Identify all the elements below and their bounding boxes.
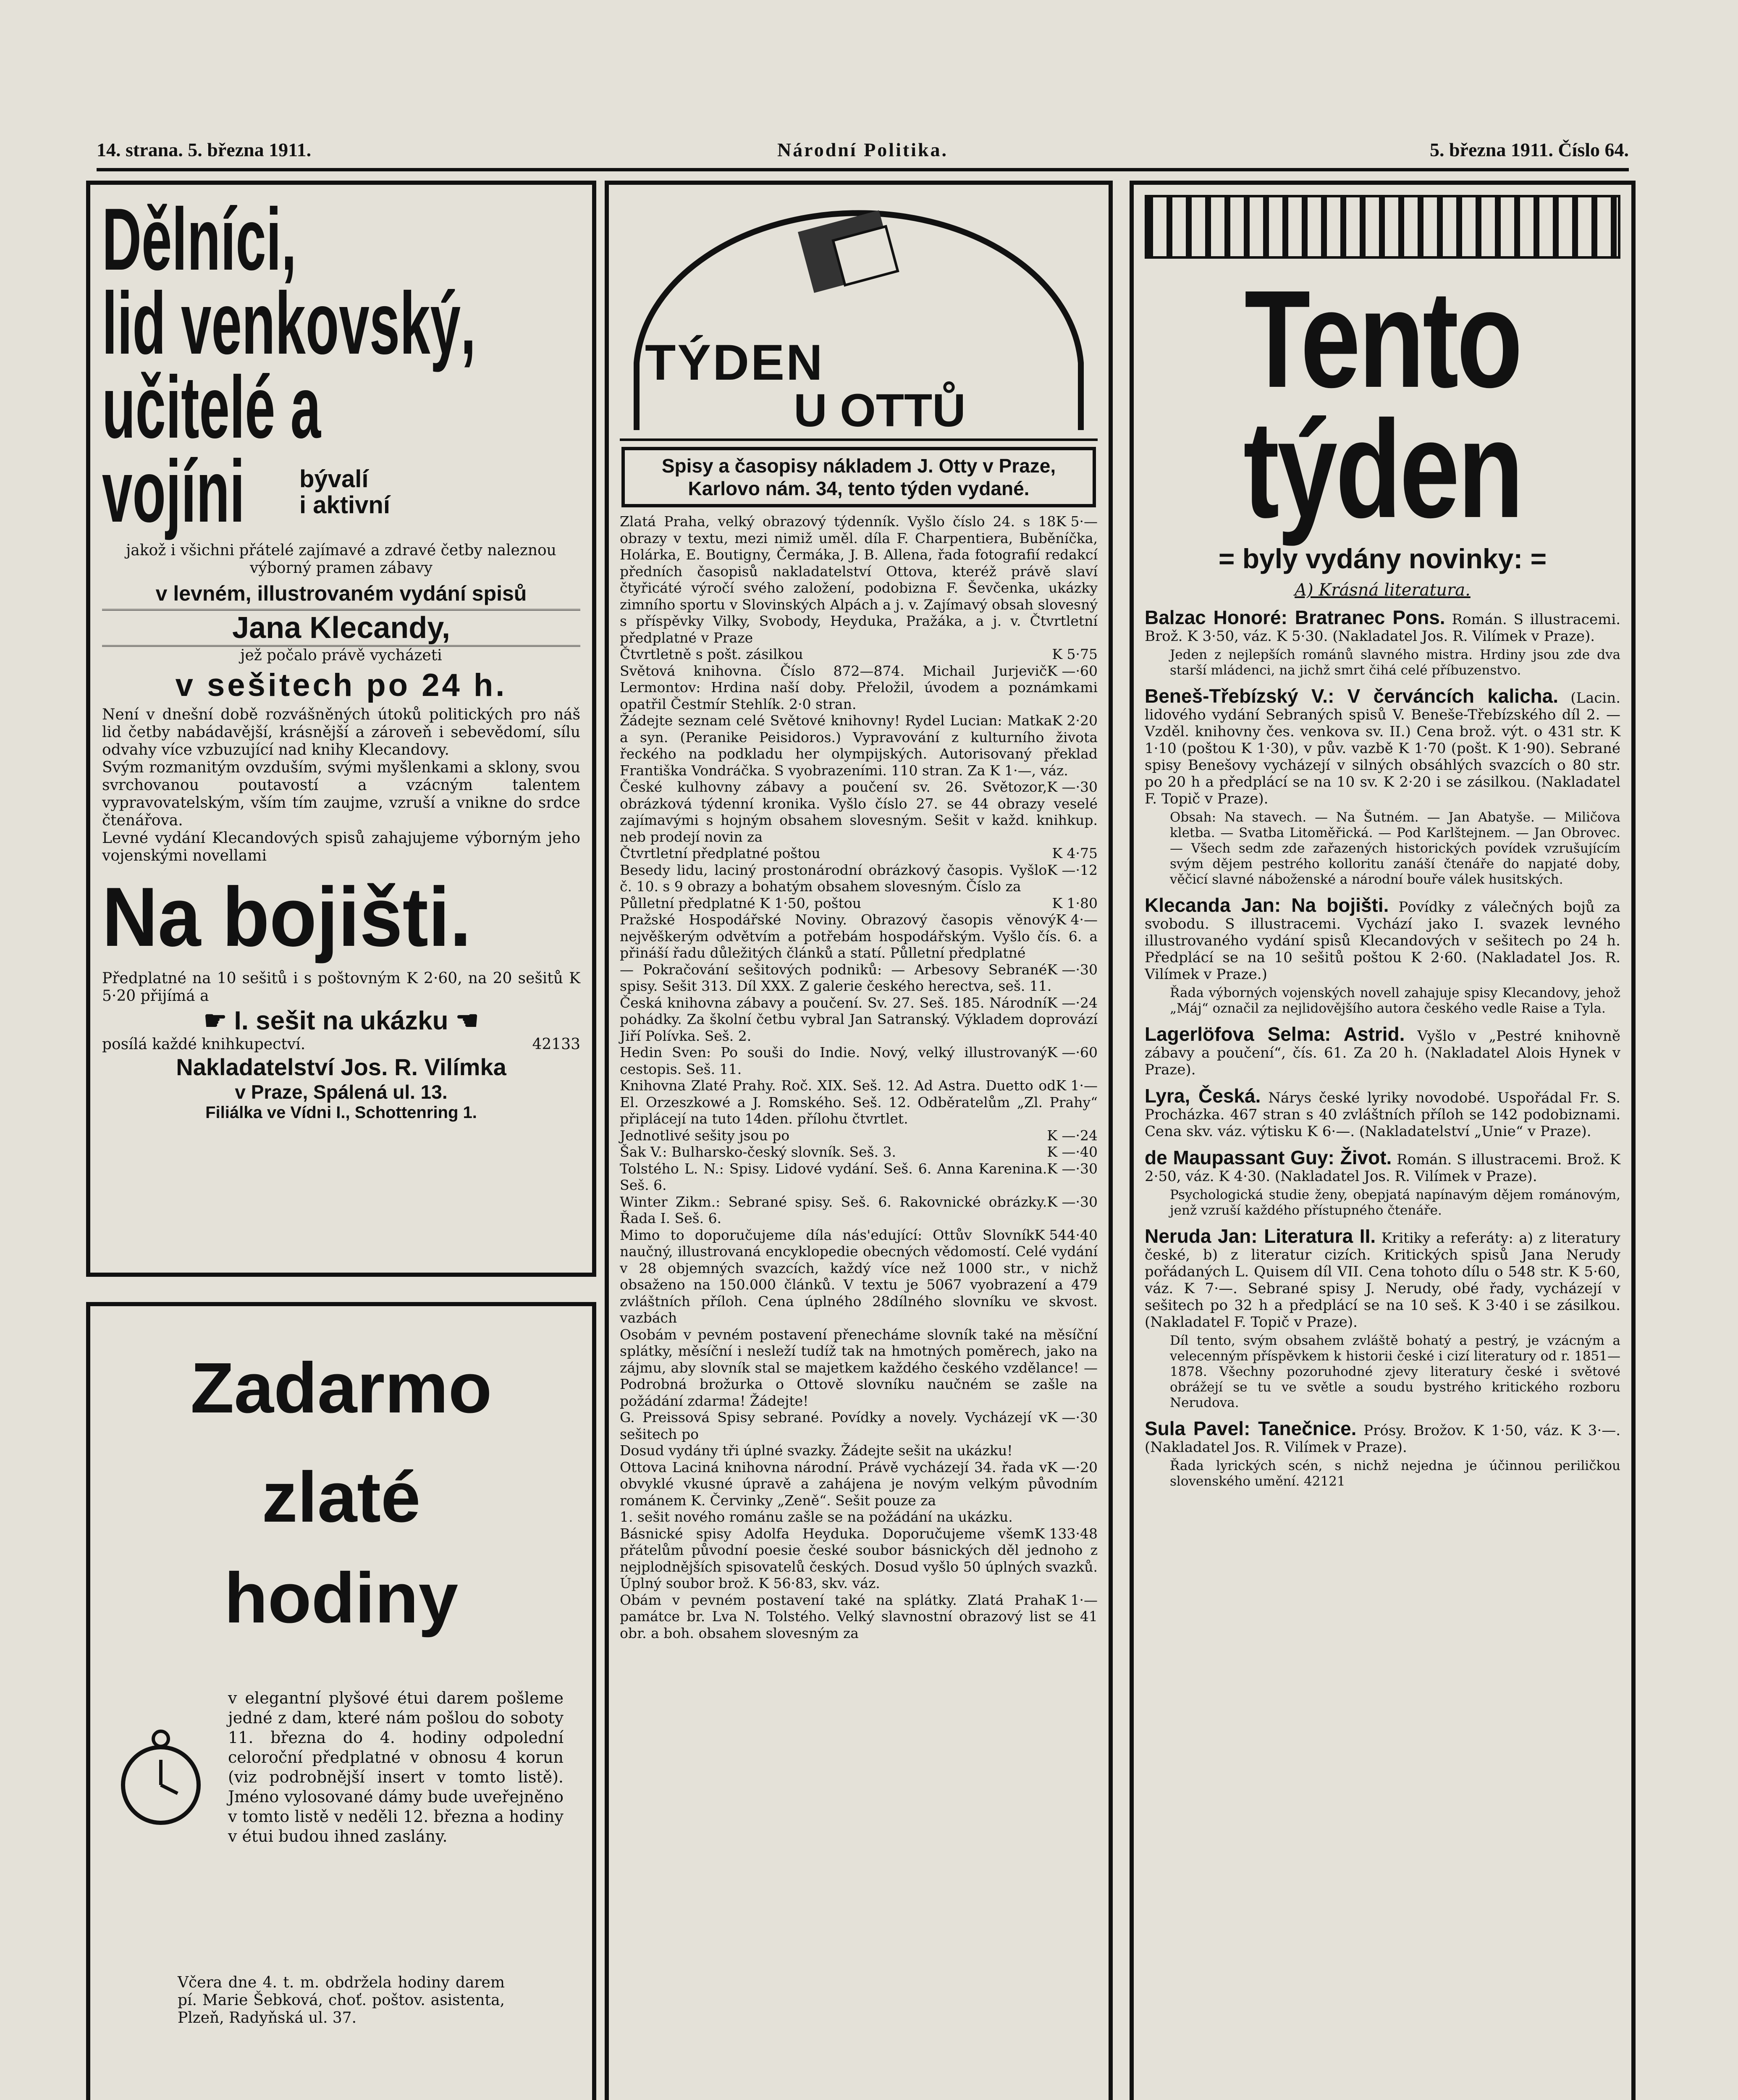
item-price: K —·60 bbox=[1047, 1044, 1098, 1060]
item-text: Osobám v pevném postavení přenecháme slovník také na měsíční splátky, měsíční i nesleží tudíž tak na hmotných poměrech, jako na zájmu, aby slovník stal se majetkem každého českého vzdělance! — Podrobná brožurka o Ottově slovníku naučném se zašle na požádání zdarma! Žádejte! bbox=[620, 1326, 1098, 1409]
section-heading: A) Krásná literatura. bbox=[1295, 580, 1471, 600]
author-name: Jana Klecandy, bbox=[102, 609, 580, 647]
item-price: K —·30 bbox=[1047, 1409, 1098, 1425]
zadarmo-title: hodiny bbox=[224, 1558, 459, 1638]
entry-heading: Neruda Jan: Literatura II. bbox=[1145, 1225, 1376, 1247]
item-price: K 1·80 bbox=[1052, 895, 1098, 911]
item-text: Obám v pevném postavení také na splátky. Zlatá Praha památce br. Lva N. Tolstého. Velký slavnostní obrazový list se 41 obr. a boh. obsahem slovesným za bbox=[620, 1591, 1098, 1641]
item-text: Žádejte seznam celé Světové knihovny! Rydel Lucian: Matka a syn. (Peranike Peisidoros.) Vypravování z kulturního života řeckého na podkladu her olympijských. Autorisovaný překlad Františka Vondráčka. S vyobrazeními. 110 stran. Za K 1·—, váz. bbox=[620, 712, 1098, 779]
item-price: K —·30 bbox=[1047, 1193, 1098, 1210]
item-price: K —·60 bbox=[1047, 662, 1098, 679]
vojini-row bbox=[102, 442, 580, 541]
item-price: K —·20 bbox=[1047, 1459, 1098, 1475]
levnem-line: v levném, illustrovaném vydání spisů bbox=[155, 582, 527, 605]
list-item bbox=[620, 1409, 1098, 1442]
pointing-hand-icon: ☚ bbox=[448, 1006, 479, 1035]
item-text: Besedy lidu, laciný prostonárodní obrázkový časopis. Vyšlo č. 10. s 9 obrazy a bohatým obsahem slovesným. Číslo za bbox=[620, 861, 1047, 895]
posila-line bbox=[102, 1036, 580, 1053]
entry-text: (Lacin. lidového vydání Sebraných spisů V. Beneše-Třebízského díl 2. — Vzděl. knihovny čes. venkova sv. II.) Cena brož. výt. o 431 str. K 1·10 (poštou K 1·30), v pův. vazbě K 1·70 (pošt. K 1·90). Sebrané spisy Benešovy vycházejí v silných obsáhlých svazcích o 80 str. po 20 h a předplácí se na 10 sv. K 2·20 i se zásilkou. (Nakladatel F. Topič v Praze). bbox=[1145, 690, 1620, 807]
u-ottu-title: U OTTŮ bbox=[794, 385, 966, 436]
tento-title: Tento bbox=[1244, 261, 1521, 416]
entry-heading: Klecanda Jan: Na bojišti. bbox=[1145, 894, 1389, 916]
sesitech-line: v sešitech po 24 h. bbox=[175, 667, 507, 703]
list-item bbox=[620, 1459, 1098, 1509]
list-item bbox=[1145, 1149, 1620, 1218]
item-text: — Pokračování sešitových podniků: — Arbesovy Sebrané spisy. Sešit 313. Díl XXX. Z galerie českého herectva, seš. 11. bbox=[620, 961, 1052, 994]
entry-text: Román. S illustracemi. Brož. K 3·50, váz. K 5·30. (Nakladatel Jos. R. Vilímek v Praze). bbox=[1145, 611, 1621, 645]
item-text: Dosud vydány tři úplné svazky. Žádejte sešit na ukázku! bbox=[620, 1442, 1013, 1459]
item-text: Winter Zikm.: Sebrané spisy. Seš. 6. Rakovnické obrázky. Řada I. Seš. 6. bbox=[620, 1193, 1047, 1226]
headline-line: Dělníci, bbox=[102, 190, 297, 289]
item-text: Pražské Hospodářské Noviny. Obrazový časopis věnový nejvěškerým odvětvím a potřebám hospodářským. Vyšlo čís. 6. a přináší řadu důležitých článků a statí. Půlletní předplatné bbox=[620, 911, 1098, 961]
item-price: K 4·— bbox=[1056, 911, 1098, 928]
headline-line: lid venkovský, bbox=[102, 274, 476, 373]
item-text: Básnické spisy Adolfa Heyduka. Doporučujeme všem přátelům původní poesie české soubor básnických děl jednoho z nejplodnějších spisovatelů českých. Dosud vyšlo 50 úplných svazků. Úplný soubor brož. K 56·83, skv. váz. bbox=[620, 1525, 1098, 1591]
item-text: Česká knihovna zábavy a poučení. Sv. 27. Seš. 185. Národní pohádky. Za školní četbu vybral Jan Satranský. Výkladem doprovází Jiří Polívka. Seš. 2. bbox=[620, 994, 1098, 1044]
publisher-branch: Filiálka ve Vídni I., Schottenring 1. bbox=[205, 1103, 477, 1122]
list-item bbox=[620, 1144, 1098, 1160]
item-text: Ottova Laciná knihovna národní. Právě vycházejí 34. řada v obvyklé vkusné úpravě a zahájena je novým velkým původním románem K. Červinky „Zeně“. Sešit pouze za bbox=[620, 1459, 1098, 1509]
pointing-hand-icon: ☛ bbox=[203, 1006, 234, 1035]
list-item bbox=[620, 1227, 1098, 1326]
item-price: K 1·— bbox=[1056, 1077, 1098, 1094]
entry-heading: Lyra, Česká. bbox=[1145, 1085, 1261, 1107]
list-item bbox=[620, 1326, 1098, 1410]
paragraph: Levné vydání Klecandových spisů zahajujeme výborným jeho vojenskými novellami bbox=[102, 830, 580, 864]
entry-heading: Sula Pavel: Tanečnice. bbox=[1145, 1418, 1357, 1439]
ukazka-line bbox=[102, 1005, 580, 1036]
predplatne-text: Předplatné na 10 sešitů i s poštovným K 2·60, na 20 sešitů K 5·20 přijímá a bbox=[102, 970, 580, 1005]
item-price: K 133·48 bbox=[1034, 1525, 1098, 1542]
header-rule bbox=[97, 168, 1629, 171]
item-text: G. Preissová Spisy sebrané. Povídky a novely. Vycházejí v sešitech po bbox=[620, 1409, 1047, 1442]
publisher-address: v Praze, Spálená ul. 13. bbox=[235, 1081, 448, 1103]
item-text: Světová knihovna. Číslo 872—874. Michail Jurjevič Lermontov: Hrdina naší doby. Přeložil, úvodem a poznámkami opatřil Čestmír Stehlík. 2·0 stran. bbox=[620, 662, 1098, 712]
pocalo-line: jež počalo právě vycházeti bbox=[240, 647, 442, 664]
vcera-text: Včera dne 4. t. m. obdržela hodiny darem pí. Marie Šebková, choť. poštov. asistenta, Plzeň, Radyňská ul. 37. bbox=[178, 1974, 505, 2026]
item-text: Jednotlivé sešity jsou po bbox=[620, 1127, 790, 1144]
list-item bbox=[1145, 1420, 1620, 1489]
entry-note: Řada výborných vojenských novell zahajuje spisy Klecandovy, jehož „Máj“ označil za nejlidovějšího autora českého vedle Raise a Tyla. bbox=[1170, 985, 1620, 1016]
entry-note: Psychologická studie ženy, obepjatá napínavým dějem románovým, jenž vzruší každého přístupného čtenáře. bbox=[1170, 1187, 1620, 1218]
item-text: Čtvrtletně s pošt. zásilkou bbox=[620, 646, 803, 662]
page-header bbox=[97, 139, 1629, 168]
watch-block bbox=[102, 1688, 580, 1924]
paragraph: Není v dnešní době rozvášněných útoků politických pro náš lid četby nabádavější, krásnější a zároveň i sebevědomí, sílu odvahy více vzbuzující nad knihy Klecandovy. bbox=[102, 706, 580, 759]
tyden-u-ottu-header bbox=[620, 195, 1098, 441]
list-item bbox=[620, 1077, 1098, 1127]
item-text: Čtvrtletní předplatné poštou bbox=[620, 845, 821, 861]
list-item bbox=[1145, 894, 1620, 1016]
zadarmo-text: v elegantní plyšové étui darem pošleme jedné z dam, které nám pošlou do soboty 11. března do 4. hodiny odpolední celoroční předplatné v obnosu 4 korun (viz podrobnější insert v tomto listě). Jméno vylosované dámy bude uveřejněno v tomto listě v neděli 12. března a hodiny v étui budou ihned zaslány. bbox=[228, 1689, 564, 1845]
list-item bbox=[1145, 1225, 1620, 1411]
item-price: K 4·75 bbox=[1052, 845, 1098, 861]
item-price: K —·12 bbox=[1047, 861, 1098, 878]
item-price: K 5·— bbox=[1056, 513, 1098, 530]
entry-heading: de Maupassant Guy: Život. bbox=[1145, 1147, 1392, 1168]
headline-line: vojíni bbox=[102, 442, 245, 541]
list-item bbox=[620, 1525, 1098, 1592]
list-item bbox=[620, 1044, 1098, 1077]
byvali-label: bývalí bbox=[299, 465, 369, 493]
entry-note: Řada lyrických scén, s nichž nejedna je účinnou periličkou slovenského umění. 42121 bbox=[1170, 1458, 1620, 1489]
list-item bbox=[1145, 1087, 1620, 1140]
otto-advert bbox=[605, 181, 1113, 2100]
item-price: K —·24 bbox=[1047, 1127, 1098, 1144]
list-item bbox=[620, 862, 1098, 895]
item-text: 1. sešit nového románu zašle se na požádání na ukázku. bbox=[620, 1509, 1013, 1525]
entry-heading: Balzac Honoré: Bratranec Pons. bbox=[1145, 606, 1445, 628]
list-item bbox=[620, 911, 1098, 961]
byvali-aktivni bbox=[299, 466, 390, 518]
entry-text: Vyšlo v „Pestré knihovně zábavy a poučení“, čís. 61. Za 20 h. (Nakladatel Alois Hynek v Praze). bbox=[1145, 1028, 1621, 1078]
entry-note: Obsah: Na stavech. — Na Šutném. — Jan Abatyše. — Miličova kletba. — Svatba Litoměřická. — Pod Karlštejnem. — Jan Obrovec. — Všech sedm zde zařazených historických povídek vzrušujícím svým dějem pestrého kolloritu zanáší čtenáře do napjaté doby, věčicí slavné náboženské a národní bouře válek husitských. bbox=[1170, 810, 1620, 887]
aktivni-label: i aktivní bbox=[299, 491, 390, 519]
header-title: Národní Politika. bbox=[777, 139, 949, 160]
list-item bbox=[620, 845, 1098, 862]
ornament-border bbox=[1145, 195, 1620, 259]
entry-text: Kritiky a referáty: a) z literatury české, b) z literatur cizích. Kritických spisů Jana Nerudy pořádaných L. Quisem díl VII. Cena tohoto dílu o 548 str. K 5·60, váz. K 7·—. Sebrané spisy J. Nerudy, obé řady, vycházejí v sešitech po 32 h a předplácí se na 10 seš. K 3·40 i se zásilkou. (Nakladatel F. Topič v Praze). bbox=[1145, 1230, 1620, 1331]
list-item bbox=[1145, 1023, 1621, 1078]
list-item bbox=[620, 779, 1098, 845]
entry-heading: Beneš-Třebízský V.: V červáncích kalicha. bbox=[1145, 685, 1558, 707]
item-text: Půlletní předplatné K 1·50, poštou bbox=[620, 895, 862, 911]
entry-note: Díl tento, svým obsahem zvláště bohatý a pestrý, je vzácným a velecenným příspěvkem k historii české i cizí literatury od r. 1851—1878. Všechny pozoruhodné zjevy literatury české i světové obrážejí se tu ve světle a soudu bystrého kritického rozboru Nerudova. bbox=[1170, 1333, 1620, 1410]
list-item bbox=[620, 646, 1098, 663]
entry-text: Román. S illustracemi. Brož. K 2·50, váz. K 4·30. (Nakladatel Jos. R. Vilímek v Praze). bbox=[1145, 1151, 1620, 1185]
pocket-watch-icon bbox=[119, 1705, 203, 1865]
item-price: K —·30 bbox=[1047, 961, 1098, 978]
item-text: Zlatá Praha, velký obrazový týdenník. Vyšlo číslo 24. s 18 obrazy v textu, mezi nimiž uměl. díla F. Charpentiera, Buběníčka, Holárka, E. Boutigny, Čermáka, J. B. Allena, řada fotografií redakcí předních časopisů nakladatelství Ottova, kteréž právě slaví čtyřicáté výročí svého založení, podobizna F. Ševčenka, ukázky zimního sportu v Slovinských Alpách a j. v. Zajímavý obsah slovesný s příspěvky Vilky, Svobody, Heyduka, Pražáka, a j. v. Čtvrtletní předplatné v Praze bbox=[620, 513, 1098, 646]
item-text: Šak V.: Bulharsko-český slovník. Seš. 3. bbox=[620, 1144, 897, 1160]
item-price: K —·30 bbox=[1047, 779, 1098, 795]
entry-note: Jeden z nejlepších románů slavného mistra. Hrdiny jsou zde dva starší mládenci, na jichž smrt čihá celé příbuzenstvo. bbox=[1170, 647, 1620, 678]
item-price: K —·40 bbox=[1047, 1144, 1098, 1160]
list-item bbox=[620, 663, 1098, 713]
item-price: K 1·— bbox=[1056, 1591, 1098, 1608]
entry-text: Prósy. Brožov. K 1·50, váz. K 3·—. (Nakladatel Jos. R. Vilímek v Praze). bbox=[1145, 1422, 1620, 1456]
otto-intro-box: Spisy a časopisy nákladem J. Otty v Praze, Karlovo nám. 34, tento týden vydané. bbox=[621, 447, 1096, 507]
list-item bbox=[620, 1160, 1098, 1194]
list-item bbox=[620, 961, 1098, 995]
list-item bbox=[620, 513, 1098, 646]
bojisti-title: Na bojišti. bbox=[102, 870, 472, 964]
zadarmo-title: Zadarmo bbox=[190, 1348, 492, 1428]
novinky-advert bbox=[1130, 181, 1636, 2100]
list-item bbox=[1145, 606, 1621, 678]
tyden-title: týden bbox=[1243, 391, 1522, 546]
novinky-label: byly vydány novinky: bbox=[1242, 543, 1523, 574]
entry-text: Nárys české lyriky novodobé. Uspořádal Fr. S. Procházka. 467 stran s 40 zvláštních příloh se 142 podobiznami. Cena skv. váz. výtisku K 6·—. (Nakladatelství „Unie“ v Praze). bbox=[1145, 1089, 1620, 1140]
novinky-list bbox=[1145, 606, 1621, 1489]
item-price: K —·30 bbox=[1047, 1160, 1098, 1177]
item-price: K 2·20 bbox=[1052, 712, 1098, 729]
list-item bbox=[620, 995, 1098, 1045]
entry-text: Povídky z válečných bojů za svobodu. S illustracemi. Vychází jako I. svazek levného illustrovaného vydání spisů Klecandových v sešitech po 24 h. Předplácí se na 10 sešitů poštou K 2·60. (Nakladatel Jos. R. Vilímek v Praze.) bbox=[1145, 899, 1620, 983]
paragraph: Svým rozmanitým ovzduším, svými myšlenkami a sklony, svou svrchovanou poutavostí a vzácným talentem vypravovatelským, vším tím zaujme, vzruší a vnikne do srdce čtenářova. bbox=[102, 759, 580, 829]
novinky-line: = byly vydány novinky: = bbox=[1218, 543, 1547, 574]
list-item bbox=[620, 1194, 1098, 1227]
list-item bbox=[1145, 685, 1620, 887]
list-item bbox=[620, 1442, 1098, 1459]
ad-number: 42133 bbox=[532, 1036, 580, 1053]
list-item bbox=[620, 1592, 1098, 1642]
posila-label: posílá každé knihkupectví. bbox=[102, 1036, 306, 1053]
list-item bbox=[620, 1127, 1098, 1144]
zadarmo-advert bbox=[86, 1302, 596, 2100]
headline-line: učitelé a bbox=[102, 358, 321, 457]
item-text: České kulhovny zábavy a poučení sv. 26. Světozor, obrázková týdenní kronika. Vyšlo číslo 27. se 44 obrazy veselé zajímavými s hojným obsahem slovesným. Sešit v každ. knihkup. neb prodejí novin za bbox=[620, 779, 1098, 845]
list-item bbox=[620, 895, 1098, 912]
item-price: K 5·75 bbox=[1052, 646, 1098, 662]
intro-text: jakož i všichni přátelé zajímavé a zdravé četby naleznou výborný pramen zábavy bbox=[126, 542, 556, 577]
header-right: 5. března 1911. Číslo 64. bbox=[1429, 139, 1629, 160]
otto-list bbox=[620, 513, 1098, 1641]
item-text: Hedin Sven: Po souši do Indie. Nový, velký illustrovaný cestopis. Seš. 11. bbox=[620, 1044, 1047, 1077]
tyden-title: TÝDEN bbox=[645, 334, 824, 391]
entry-heading: Lagerlöfova Selma: Astrid. bbox=[1145, 1023, 1405, 1045]
ukazka-label: I. sešit na ukázku bbox=[234, 1006, 448, 1035]
item-text: Tolstého L. N.: Spisy. Lidové vydání. Seš. 6. Anna Karenina. Seš. 6. bbox=[620, 1160, 1047, 1193]
item-text: Mimo to doporučujeme díla nás'edující: Ottův Slovník naučný, illustrovaná encyklopedie obecných vědomostí. Celé vydání v 28 objemných svazcích, každý více než 1000 str., v nichž obsaženo na 150.000 článků. V textu je 5067 vyobrazení a 479 zvláštních příloh. Cena úplného 28dílného slovníku ve skvost. vazbách bbox=[620, 1226, 1098, 1326]
header-left: 14. strana. 5. března 1911. bbox=[97, 139, 312, 160]
list-item bbox=[620, 1509, 1098, 1525]
klecanda-advert bbox=[86, 181, 596, 1277]
item-price: K —·24 bbox=[1047, 994, 1098, 1011]
zadarmo-title: zlaté bbox=[262, 1457, 421, 1537]
list-item bbox=[620, 712, 1098, 779]
item-text: Knihovna Zlaté Prahy. Roč. XIX. Seš. 12. Ad Astra. Duetto od El. Orzeszkowé a J. Romského. Seš. 12. Odběratelům „Zl. Prahy“ připlácejí na tuto 14den. přílohu čtvrtlet. bbox=[620, 1077, 1098, 1127]
item-price: K 544·40 bbox=[1034, 1226, 1098, 1243]
publisher: Nakladatelství Jos. R. Vilímka bbox=[176, 1054, 506, 1080]
